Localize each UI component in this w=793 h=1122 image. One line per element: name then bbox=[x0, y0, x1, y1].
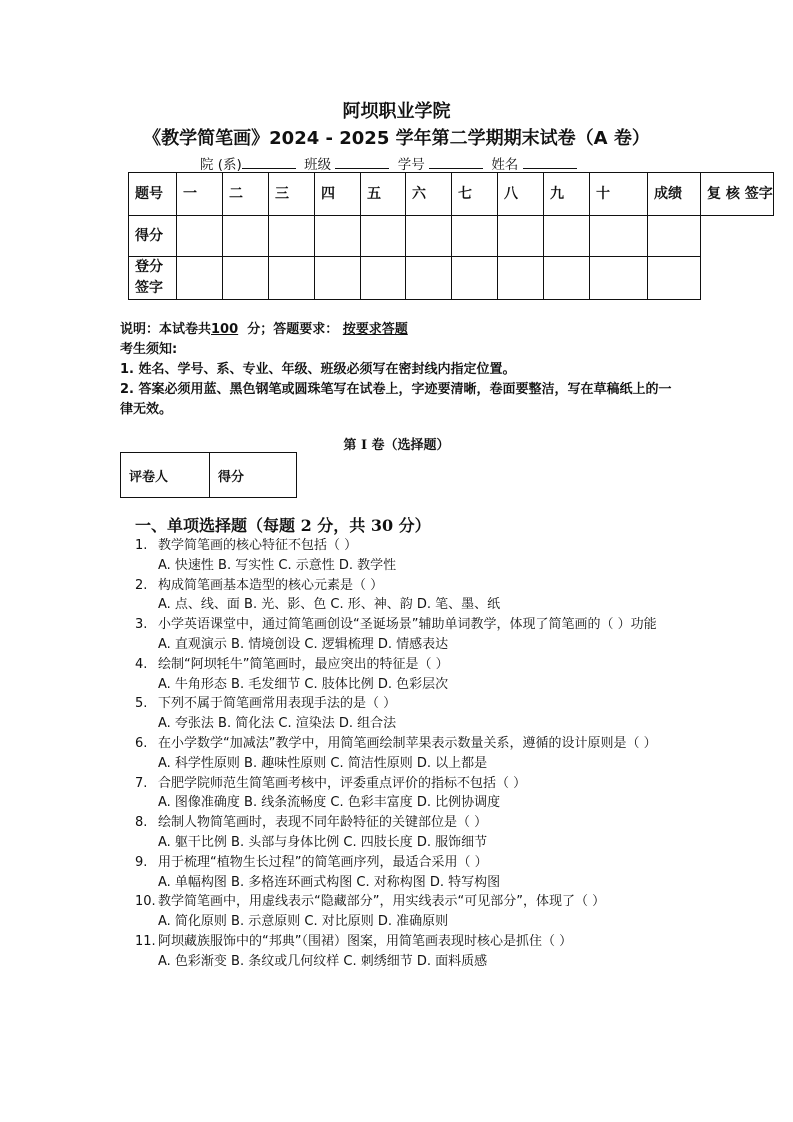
total-score: 100 bbox=[211, 322, 239, 337]
note-item: 2. 答案必须用蓝、黑色钢笔或圆珠笔写在试卷上，字迹要清晰，卷面要整洁，写在草稿纸上的一律无效。 bbox=[120, 382, 672, 417]
question-item bbox=[135, 615, 695, 655]
intro-text: 说明：本试卷共 bbox=[120, 322, 212, 337]
question-options: A. 夸张法 B. 简化法 C. 渲染法 D. 组合法 bbox=[158, 716, 397, 732]
score-cell: 得分 bbox=[210, 453, 297, 498]
blank bbox=[242, 156, 296, 169]
question-number: 6. bbox=[135, 735, 148, 751]
score-header-cell: 十 bbox=[590, 173, 648, 216]
reviewer-cell: 评卷人 bbox=[121, 453, 210, 498]
blank bbox=[335, 156, 389, 169]
part1-title: 一、单项选择题（每题 2 分，共 30 分） bbox=[135, 516, 431, 535]
score-header-row bbox=[129, 173, 774, 216]
score-header-cell: 一 bbox=[177, 173, 223, 216]
question-options: A. 色彩渐变 B. 条纹或几何纹样 C. 刺绣细节 D. 面料质感 bbox=[158, 953, 488, 969]
notes-heading: 考生须知: bbox=[120, 342, 178, 357]
question-text: 教学简笔画中，用虚线表示“隐藏部分”，用实线表示“可见部分”，体现了（ ） bbox=[158, 894, 606, 910]
school-name: 阿坝职业学院 bbox=[342, 101, 451, 122]
question-number: 8. bbox=[135, 815, 148, 831]
question-number: 4. bbox=[135, 656, 148, 672]
question-options: A. 躯干比例 B. 头部与身体比例 C. 四肢长度 D. 服饰细节 bbox=[158, 834, 488, 850]
question-options: A. 图像准确度 B. 线条流畅度 C. 色彩丰富度 D. 比例协调度 bbox=[158, 795, 501, 811]
question-text: 小学英语课堂中，通过简笔画创设“圣诞场景”辅助单词教学，体现了简笔画的（ ）功能 bbox=[158, 617, 657, 633]
question-options: A. 科学性原则 B. 趣味性原则 C. 简洁性原则 D. 以上都是 bbox=[158, 755, 488, 771]
score-entry-cell[interactable] bbox=[269, 257, 315, 300]
question-options: A. 点、线、面 B. 光、影、色 C. 形、神、韵 D. 笔、墨、纸 bbox=[158, 597, 501, 613]
score-row-label: 登分 签字 bbox=[129, 257, 177, 300]
question-text: 下列不属于简笔画常用表现手法的是（ ） bbox=[158, 696, 397, 712]
question-number: 11. bbox=[135, 933, 156, 949]
question-number: 9. bbox=[135, 854, 148, 870]
score-header-cell: 九 bbox=[544, 173, 590, 216]
score-header-cell: 三 bbox=[269, 173, 315, 216]
question-list bbox=[135, 536, 695, 972]
score-entry-cell[interactable] bbox=[590, 216, 648, 257]
question-item bbox=[135, 774, 695, 814]
question-number: 7. bbox=[135, 775, 148, 791]
score-row-label: 得分 bbox=[129, 216, 177, 257]
question-text: 用于梳理“植物生长过程”的简笔画序列，最适合采用（ ） bbox=[158, 854, 488, 870]
question-options: A. 牛角形态 B. 毛发细节 C. 肢体比例 D. 色彩层次 bbox=[158, 676, 449, 692]
question-options: A. 直观演示 B. 情境创设 C. 逻辑梳理 D. 情感表达 bbox=[158, 636, 449, 652]
question-text: 教学简笔画的核心特征不包括（ ） bbox=[158, 538, 358, 553]
score-entry-cell[interactable] bbox=[452, 257, 498, 300]
score-table bbox=[128, 172, 774, 300]
intro-mid: 分；答题要求： bbox=[247, 322, 339, 337]
question-item bbox=[135, 932, 695, 972]
score-header-cell: 八 bbox=[498, 173, 544, 216]
field-department: 院 (系) bbox=[200, 157, 242, 173]
question-number: 2. bbox=[135, 577, 148, 593]
score-entry-cell[interactable] bbox=[544, 257, 590, 300]
score-entry-cell[interactable] bbox=[648, 216, 701, 257]
score-entry-cell[interactable] bbox=[406, 257, 452, 300]
score-entry-cell[interactable] bbox=[498, 216, 544, 257]
question-text: 构成简笔画基本造型的核心元素是（ ） bbox=[158, 577, 384, 593]
score-entry-cell[interactable] bbox=[648, 257, 701, 300]
question-number: 3. bbox=[135, 617, 148, 633]
question-text: 阿坝藏族服饰中的“邦典”（围裙）图案，用简笔画表现时核心是抓住（ ） bbox=[158, 933, 573, 949]
score-entry-cell[interactable] bbox=[590, 257, 648, 300]
question-options: A. 快速性 B. 写实性 C. 示意性 D. 教学性 bbox=[158, 557, 397, 573]
question-number: 10. bbox=[135, 894, 156, 910]
score-header-cell: 复 核 签字 bbox=[701, 173, 774, 216]
score-entry-cell[interactable] bbox=[544, 216, 590, 257]
question-options: A. 单幅构图 B. 多格连环画式构图 C. 对称构图 D. 特写构图 bbox=[158, 874, 501, 890]
score-header-cell: 六 bbox=[406, 173, 452, 216]
score-header-cell: 题号 bbox=[129, 173, 177, 216]
score-header-cell: 四 bbox=[315, 173, 361, 216]
requirement: 按要求答题 bbox=[342, 322, 408, 337]
question-item bbox=[135, 813, 695, 853]
instructions bbox=[120, 320, 680, 420]
field-name: 姓名 bbox=[491, 157, 519, 173]
score-entry-cell[interactable] bbox=[177, 216, 223, 257]
grader-box bbox=[120, 452, 297, 498]
question-item bbox=[135, 576, 695, 616]
question-options: A. 简化原则 B. 示意原则 C. 对比原则 D. 准确原则 bbox=[158, 914, 449, 930]
question-text: 合肥学院师范生简笔画考核中，评委重点评价的指标不包括（ ） bbox=[158, 775, 527, 791]
question-item bbox=[135, 853, 695, 893]
score-entry-cell[interactable] bbox=[177, 257, 223, 300]
student-info-line bbox=[200, 153, 581, 173]
question-text: 绘制“阿坝牦牛”简笔画时，最应突出的特征是（ ） bbox=[158, 656, 449, 672]
score-entry-cell[interactable] bbox=[223, 216, 269, 257]
question-item bbox=[135, 892, 695, 932]
field-class: 班级 bbox=[304, 157, 332, 173]
section-title: 第 I 卷（选择题） bbox=[343, 438, 450, 453]
question-item bbox=[135, 536, 695, 576]
score-entry-cell[interactable] bbox=[361, 216, 406, 257]
score-entry-cell[interactable] bbox=[406, 216, 452, 257]
question-number: 5. bbox=[135, 696, 148, 712]
score-header-cell: 五 bbox=[361, 173, 406, 216]
blank bbox=[429, 156, 483, 169]
question-item bbox=[135, 655, 695, 695]
score-entry-cell[interactable] bbox=[452, 216, 498, 257]
score-header-cell: 成绩 bbox=[648, 173, 701, 216]
score-entry-cell[interactable] bbox=[269, 216, 315, 257]
score-row bbox=[129, 257, 774, 300]
question-item bbox=[135, 734, 695, 774]
score-entry-cell[interactable] bbox=[361, 257, 406, 300]
field-student-id: 学号 bbox=[397, 157, 425, 173]
question-text: 绘制人物简笔画时，表现不同年龄特征的关键部位是（ ） bbox=[158, 815, 488, 831]
note-item: 1. 姓名、学号、系、专业、年级、班级必须写在密封线内指定位置。 bbox=[120, 362, 516, 377]
score-header-cell: 七 bbox=[452, 173, 498, 216]
score-row bbox=[129, 216, 774, 257]
score-entry-cell[interactable] bbox=[223, 257, 269, 300]
score-entry-cell[interactable] bbox=[498, 257, 544, 300]
score-header-cell: 二 bbox=[223, 173, 269, 216]
score-entry-cell[interactable] bbox=[315, 216, 361, 257]
score-entry-cell[interactable] bbox=[315, 257, 361, 300]
question-text: 在小学数学“加减法”教学中，用简笔画绘制苹果表示数量关系，遵循的设计原则是（ ） bbox=[158, 735, 657, 751]
question-number: 1. bbox=[135, 538, 148, 553]
question-item bbox=[135, 694, 695, 734]
exam-title: 《教学简笔画》2024 - 2025 学年第二学期期末试卷（A 卷） bbox=[143, 128, 650, 149]
blank bbox=[523, 156, 577, 169]
